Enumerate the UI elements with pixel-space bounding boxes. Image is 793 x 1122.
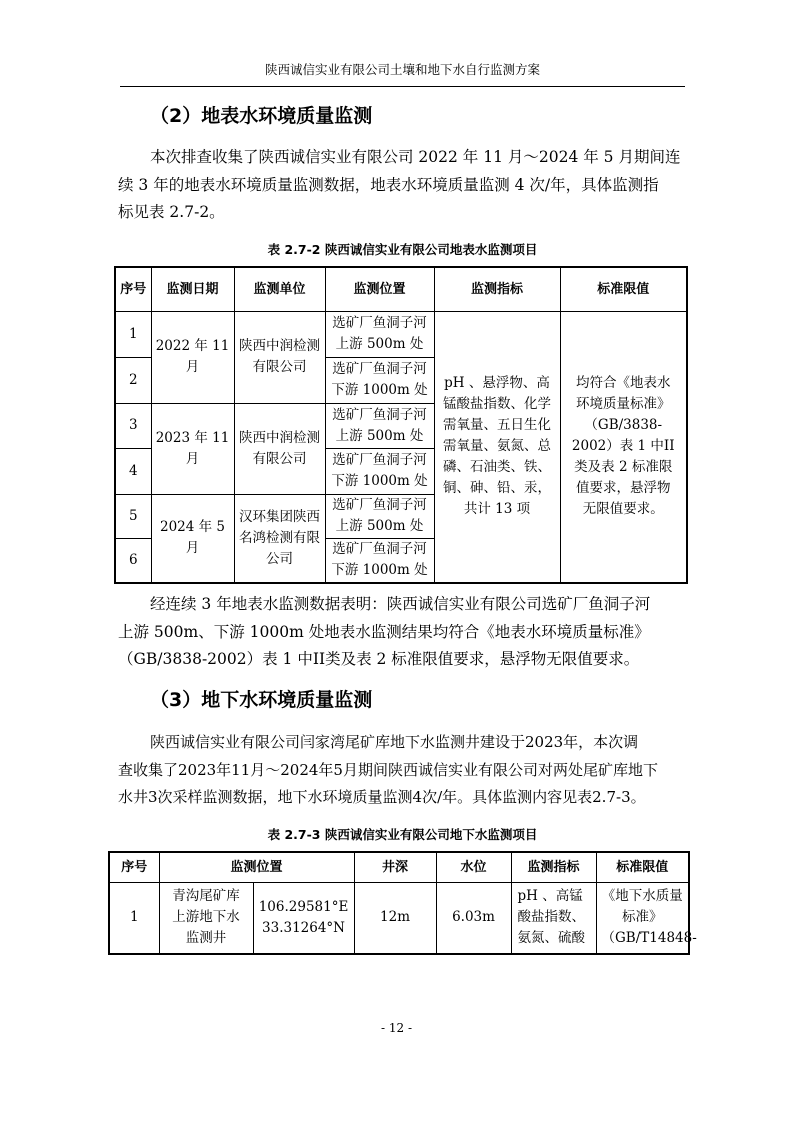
row-number: 4 xyxy=(115,448,151,494)
table2-header-indicators: 监测指标 xyxy=(511,852,596,882)
row-number: 5 xyxy=(115,494,151,538)
table2-header-row xyxy=(109,852,689,882)
standard-limit: 《地下水质量标准》（GB/T14848- xyxy=(596,882,689,954)
groundwater-table xyxy=(108,851,697,955)
conclusion-line-3: （GB/3838-2002）表 1 中II类及表 2 标准限值要求，悬浮物无限值要求。 xyxy=(118,650,640,668)
conclusion-line-1: 经连续 3 年地表水监测数据表明：陕西诚信实业有限公司选矿厂鱼洞子河 xyxy=(150,595,651,613)
page-header: 陕西诚信实业有限公司土壤和地下水自行监测方案 xyxy=(264,62,540,77)
table1-header-location: 监测位置 xyxy=(325,267,434,311)
row-number: 1 xyxy=(109,882,159,954)
table1-header-limit: 标准限值 xyxy=(560,267,687,311)
header-rule xyxy=(120,86,685,87)
table2-header-level: 水位 xyxy=(436,852,511,882)
table1-header-unit: 监测单位 xyxy=(234,267,325,311)
monitoring-unit: 陕西中润检测有限公司 xyxy=(234,403,325,494)
monitoring-date: 2024 年 5 月 xyxy=(151,494,234,583)
monitoring-location: 选矿厂鱼洞子河下游 1000m 处 xyxy=(325,357,434,403)
section-heading-surface-water: （2）地表水环境质量监测 xyxy=(150,105,373,127)
surface-water-intro xyxy=(118,144,686,227)
intro-line-1: 本次排查收集了陕西诚信实业有限公司 2022 年 11 月～2024 年 5 月期间连 xyxy=(150,148,681,166)
monitoring-location: 选矿厂鱼洞子河下游 1000m 处 xyxy=(325,448,434,494)
monitoring-indicators: pH 、高锰酸盐指数、氨氮、硫酸 xyxy=(511,882,596,954)
surface-water-conclusion xyxy=(118,591,686,674)
row-number: 3 xyxy=(115,403,151,448)
page-number: - 12 - xyxy=(380,1021,412,1035)
table1-header-row xyxy=(115,267,687,311)
monitoring-location: 选矿厂鱼洞子河上游 500m 处 xyxy=(325,403,434,448)
water-level: 6.03m xyxy=(436,882,511,954)
monitoring-location: 选矿厂鱼洞子河下游 1000m 处 xyxy=(325,538,434,583)
table1-header-indicators: 监测指标 xyxy=(434,267,560,311)
row-number: 1 xyxy=(115,311,151,357)
gw-intro-line-1: 陕西诚信实业有限公司闫家湾尾矿库地下水监测井建设于2023年，本次调 xyxy=(150,733,639,751)
intro-line-3: 标见表 2.7-2。 xyxy=(118,203,225,221)
table2-header-no: 序号 xyxy=(109,852,159,882)
monitoring-unit: 陕西中润检测有限公司 xyxy=(234,311,325,403)
coordinate-east: 106.29581°E xyxy=(258,898,349,915)
gw-intro-line-3: 水井3次采样监测数据，地下水环境质量监测4次/年。具体监测内容见表2.7-3。 xyxy=(118,788,646,806)
table-row xyxy=(115,311,687,357)
table2-header-limit: 标准限值 xyxy=(596,852,689,882)
row-number: 6 xyxy=(115,538,151,583)
standard-limit: 均符合《地表水环境质量标准》（GB/3838-2002）表 1 中II类及表 2 标准限值要求，悬浮物无限值要求。 xyxy=(560,311,687,583)
monitoring-date: 2023 年 11 月 xyxy=(151,403,234,494)
intro-line-2: 续 3 年的地表水环境质量监测数据，地表水环境质量监测 4 次/年，具体监测指 xyxy=(118,175,659,194)
table1-caption: 表 2.7-2 陕西诚信实业有限公司地表水监测项目 xyxy=(267,242,538,257)
table1-header-date: 监测日期 xyxy=(151,267,234,311)
table-row xyxy=(109,882,689,954)
monitoring-indicators: pH 、悬浮物、高锰酸盐指数、化学需氧量、五日生化需氧量、氨氮、总磷、石油类、铁、铜、砷、铅、汞，共计 13 项 xyxy=(434,311,560,583)
table1-header-no: 序号 xyxy=(115,267,151,311)
well-depth: 12m xyxy=(354,882,436,954)
well-name: 青沟尾矿库上游地下水监测井 xyxy=(159,882,253,954)
section-heading-groundwater: （3）地下水环境质量监测 xyxy=(150,689,373,711)
table2-header-location: 监测位置 xyxy=(159,852,354,882)
conclusion-line-2: 上游 500m、下游 1000m 处地表水监测结果均符合《地表水环境质量标准》 xyxy=(118,622,650,641)
surface-water-table xyxy=(114,266,688,584)
monitoring-location: 选矿厂鱼洞子河上游 500m 处 xyxy=(325,494,434,538)
monitoring-unit: 汉环集团陕西名鸿检测有限公司 xyxy=(234,494,325,583)
monitoring-location: 选矿厂鱼洞子河上游 500m 处 xyxy=(325,311,434,357)
table2-caption: 表 2.7-3 陕西诚信实业有限公司地下水监测项目 xyxy=(267,827,538,842)
groundwater-intro xyxy=(118,729,686,812)
coordinate-north: 33.31264°N xyxy=(262,919,345,936)
row-number: 2 xyxy=(115,357,151,403)
table2-header-depth: 井深 xyxy=(354,852,436,882)
monitoring-date: 2022 年 11 月 xyxy=(151,311,234,403)
gw-intro-line-2: 查收集了2023年11月～2024年5月期间陕西诚信实业有限公司对两处尾矿库地下 xyxy=(118,760,658,779)
well-coordinates xyxy=(253,882,354,954)
